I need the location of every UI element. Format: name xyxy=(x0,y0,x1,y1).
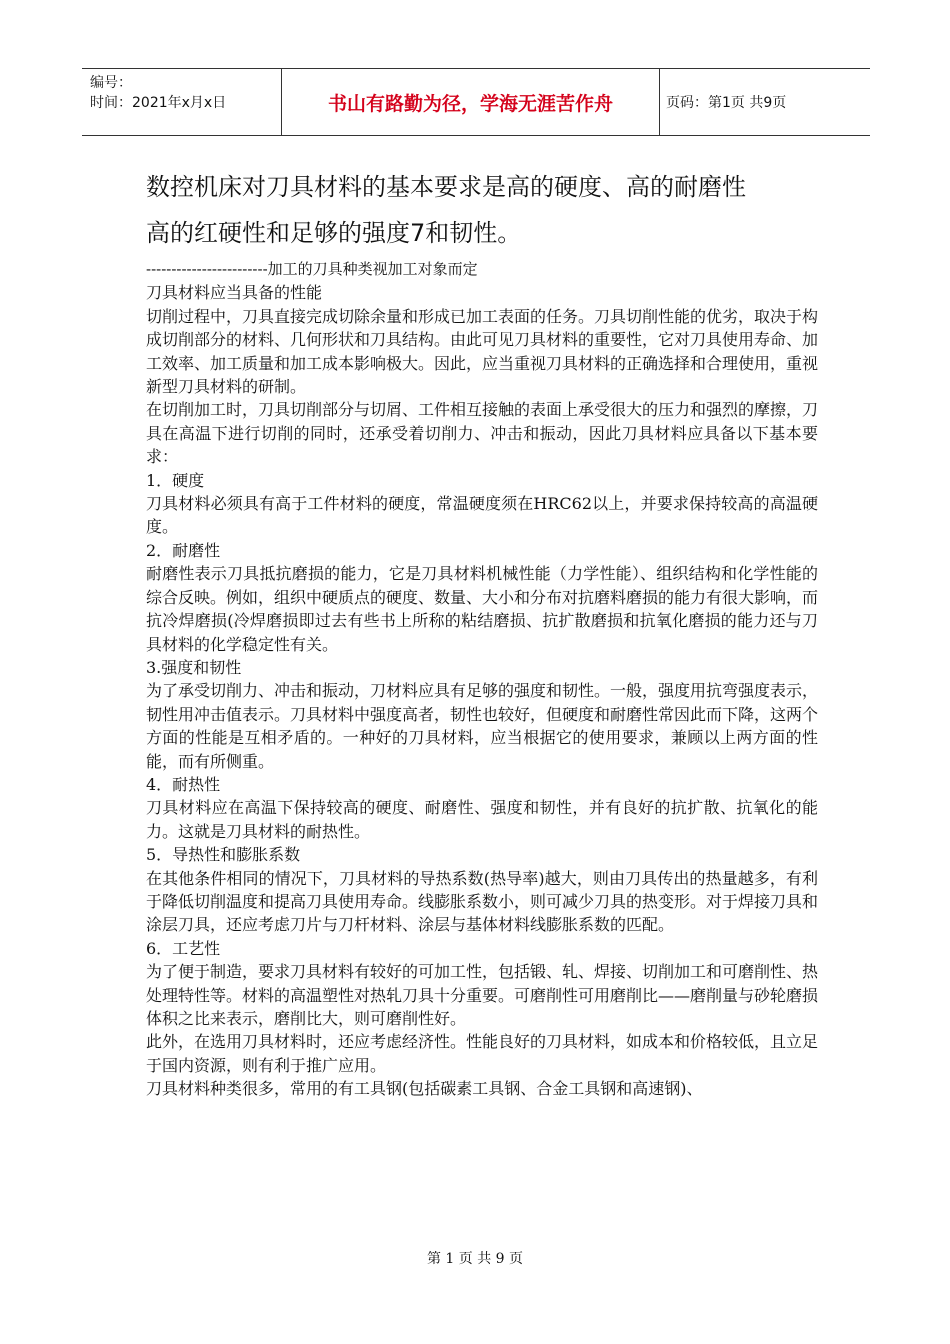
page-footer: 第 1 页 共 9 页 xyxy=(426,1251,524,1267)
page-header xyxy=(82,68,870,136)
body-paragraph: 在其他条件相同的情况下，刀具材料的导热系数(热导率)越大，则由刀具传出的热量越多，有利于降低切削温度和提高刀具使用寿命。线膨胀系数小，则可减少刀具的热变形。对于焊接刀具和涂层刀具，还应考虑刀片与刀杆材料、涂层与基体材料线膨胀系数的匹配。 xyxy=(146,868,819,935)
body-paragraph: 耐磨性表示刀具抵抗磨损的能力，它是刀具材料机械性能（力学性能）、组织结构和化学性能的综合反映。例如，组织中硬质点的硬度、数量、大小和分布对抗磨料磨损的能力有很大影响，而抗冷焊磨损(冷焊磨损即过去有些书上所称的粘结磨损、抗扩散磨损和抗氧化磨损的能力还与刀具材料的化学稳定性有关。 xyxy=(146,564,819,654)
header-motto: 书山有路勤为径，学海无涯苦作舟 xyxy=(282,69,660,135)
section-heading: 1．硬度 xyxy=(146,470,205,490)
document-time-label: 时间：2021年x月x日 xyxy=(90,95,227,111)
document-body xyxy=(146,258,818,1101)
section-heading: 5．导热性和膨胀系数 xyxy=(146,845,301,865)
header-meta xyxy=(82,69,282,135)
body-paragraph: 刀具材料必须具有高于工件材料的硬度，常温硬度须在HRC62以上，并要求保持较高的高温硬度。 xyxy=(146,494,818,537)
section-heading: 6．工艺性 xyxy=(146,938,221,958)
body-paragraph: 为了便于制造，要求刀具材料有较好的可加工性，包括锻、轧、焊接、切削加工和可磨削性、热处理特性等。材料的高温塑性对热轧刀具十分重要。可磨削性可用磨削比——磨削量与砂轮磨损体积之比来表示，磨削比大，则可磨削性好。 xyxy=(146,962,819,1028)
body-paragraph: 刀具材料应在高温下保持较高的硬度、耐磨性、强度和韧性，并有良好的抗扩散、抗氧化的能力。这就是刀具材料的耐热性。 xyxy=(146,798,818,841)
title-line-2: 高的红硬性和足够的强度7和韧性。 xyxy=(146,219,522,247)
body-paragraph: 此外，在选用刀具材料时，还应考虑经济性。性能良好的刀具材料，如成本和价格较低，且立足于国内资源，则有利于推广应用。 xyxy=(146,1032,819,1075)
section-heading: 刀具材料应当具备的性能 xyxy=(146,283,323,303)
body-paragraph: ------------------------加工的刀具种类视加工对象而定 xyxy=(146,260,478,278)
header-page-info: 页码：第1页 共9页 xyxy=(666,95,787,111)
section-heading: 4．耐热性 xyxy=(146,774,221,794)
document-number-label: 编号： xyxy=(90,75,132,91)
body-paragraph: 为了承受切削力、冲击和振动，刀材料应具有足够的强度和韧性。一般，强度用抗弯强度表示，韧性用冲击值表示。刀具材料中强度高者，韧性也较好，但硬度和耐磨性常因此而下降，这两个方面的性能是互相矛盾的。一种好的刀具材料，应当根据它的使用要求，兼顾以上两方面的性能，而有所侧重。 xyxy=(146,681,819,771)
body-paragraph: 切削过程中，刀具直接完成切除余量和形成已加工表面的任务。刀具切削性能的优劣，取决于构成切削部分的材料、几何形状和刀具结构。由此可见刀具材料的重要性，它对刀具使用寿命、加工效率、加工质量和加工成本影响极大。因此，应当重视刀具材料的正确选择和合理使用，重视新型刀具材料的研制。 xyxy=(146,306,819,397)
section-heading: 2．耐磨性 xyxy=(146,540,221,560)
title-line-1: 数控机床对刀具材料的基本要求是高的硬度、高的耐磨性 xyxy=(146,173,746,201)
body-paragraph: 刀具材料种类很多，常用的有工具钢(包括碳素工具钢、合金工具钢和高速钢)、 xyxy=(146,1079,703,1099)
body-paragraph: 在切削加工时，刀具切削部分与切屑、工件相互接触的表面上承受很大的压力和强烈的摩擦，刀具在高温下进行切削的同时，还承受着切削力、冲击和振动，因此刀具材料应具备以下基本要求： xyxy=(146,400,819,467)
document-title xyxy=(146,164,836,256)
section-heading: 3.强度和韧性 xyxy=(146,657,242,677)
